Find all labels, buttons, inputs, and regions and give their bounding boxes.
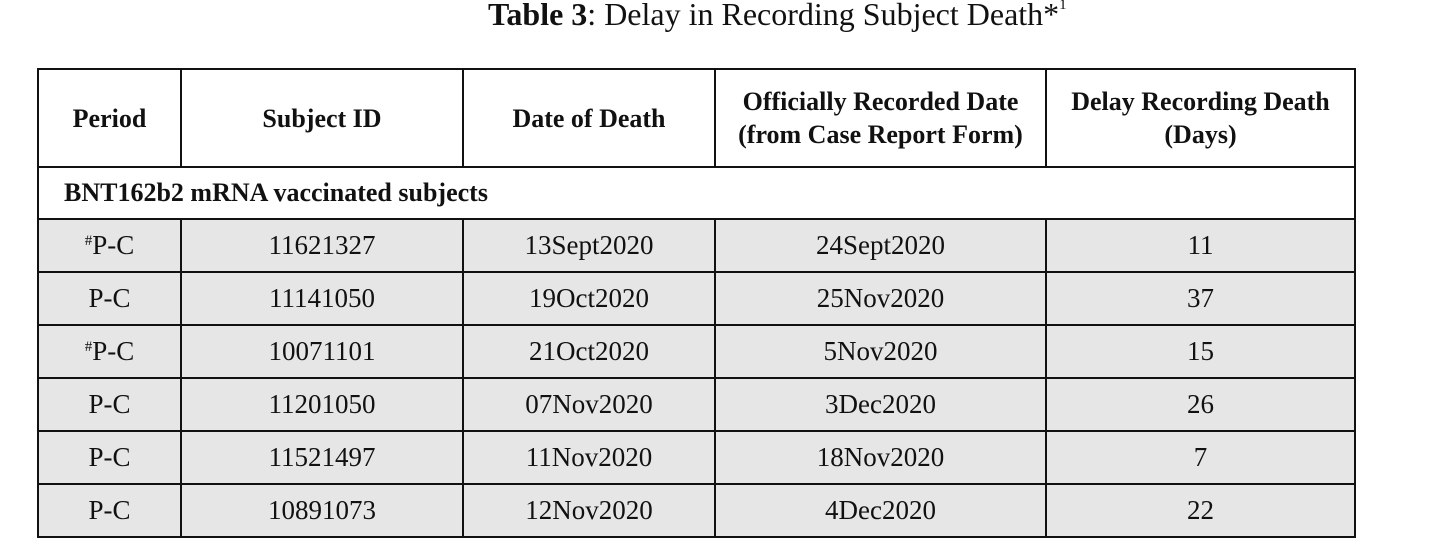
cell-subject-id: 11141050 xyxy=(181,272,463,325)
cell-subject-id: 11521497 xyxy=(181,431,463,484)
cell-delay-days: 26 xyxy=(1046,378,1355,431)
cell-subject-id: 10071101 xyxy=(181,325,463,378)
cell-delay-days: 15 xyxy=(1046,325,1355,378)
cell-recorded-date: 4Dec2020 xyxy=(715,484,1046,537)
header-date-of-death: Date of Death xyxy=(463,69,715,167)
cell-period xyxy=(38,378,181,431)
cell-delay-days: 22 xyxy=(1046,484,1355,537)
header-period: Period xyxy=(38,69,181,167)
cell-date-of-death: 19Oct2020 xyxy=(463,272,715,325)
cell-period xyxy=(38,431,181,484)
cell-subject-id: 11621327 xyxy=(181,219,463,272)
table-header-row xyxy=(38,69,1355,167)
table-caption xyxy=(488,0,1067,34)
cell-period xyxy=(38,219,181,272)
cell-date-of-death: 11Nov2020 xyxy=(463,431,715,484)
period-value: P-C xyxy=(88,389,131,419)
cell-delay-days: 7 xyxy=(1046,431,1355,484)
group-row xyxy=(38,167,1355,219)
cell-recorded-date: 3Dec2020 xyxy=(715,378,1046,431)
header-delay-days: Delay Recording Death (Days) xyxy=(1046,69,1355,167)
caption-text: Delay in Recording Subject Death* xyxy=(596,0,1060,32)
caption-separator: : xyxy=(587,0,597,32)
cell-subject-id: 11201050 xyxy=(181,378,463,431)
period-value: P-C xyxy=(88,283,131,313)
cell-period xyxy=(38,484,181,537)
cell-delay-days: 37 xyxy=(1046,272,1355,325)
cell-period xyxy=(38,272,181,325)
cell-date-of-death: 21Oct2020 xyxy=(463,325,715,378)
death-delay-table xyxy=(37,68,1356,538)
cell-recorded-date: 24Sept2020 xyxy=(715,219,1046,272)
period-value: P-C xyxy=(88,442,131,472)
period-value: P-C xyxy=(88,495,131,525)
header-recorded-date: Officially Recorded Date (from Case Report Form) xyxy=(715,69,1046,167)
cell-recorded-date: 5Nov2020 xyxy=(715,325,1046,378)
group-label: BNT162b2 mRNA vaccinated subjects xyxy=(38,167,1355,219)
period-value: P-C xyxy=(92,230,135,260)
cell-date-of-death: 07Nov2020 xyxy=(463,378,715,431)
table-row xyxy=(38,431,1355,484)
cell-recorded-date: 18Nov2020 xyxy=(715,431,1046,484)
table-row xyxy=(38,484,1355,537)
table-row xyxy=(38,219,1355,272)
cell-date-of-death: 13Sept2020 xyxy=(463,219,715,272)
table-row xyxy=(38,272,1355,325)
caption-footnote-mark: 1 xyxy=(1059,0,1067,13)
cell-period xyxy=(38,325,181,378)
cell-date-of-death: 12Nov2020 xyxy=(463,484,715,537)
header-subject-id: Subject ID xyxy=(181,69,463,167)
table-row xyxy=(38,325,1355,378)
cell-delay-days: 11 xyxy=(1046,219,1355,272)
hash-mark: # xyxy=(84,233,93,249)
cell-subject-id: 10891073 xyxy=(181,484,463,537)
hash-mark: # xyxy=(84,339,93,355)
cell-recorded-date: 25Nov2020 xyxy=(715,272,1046,325)
table-row xyxy=(38,378,1355,431)
caption-label: Table 3 xyxy=(488,0,588,32)
period-value: P-C xyxy=(92,336,135,366)
